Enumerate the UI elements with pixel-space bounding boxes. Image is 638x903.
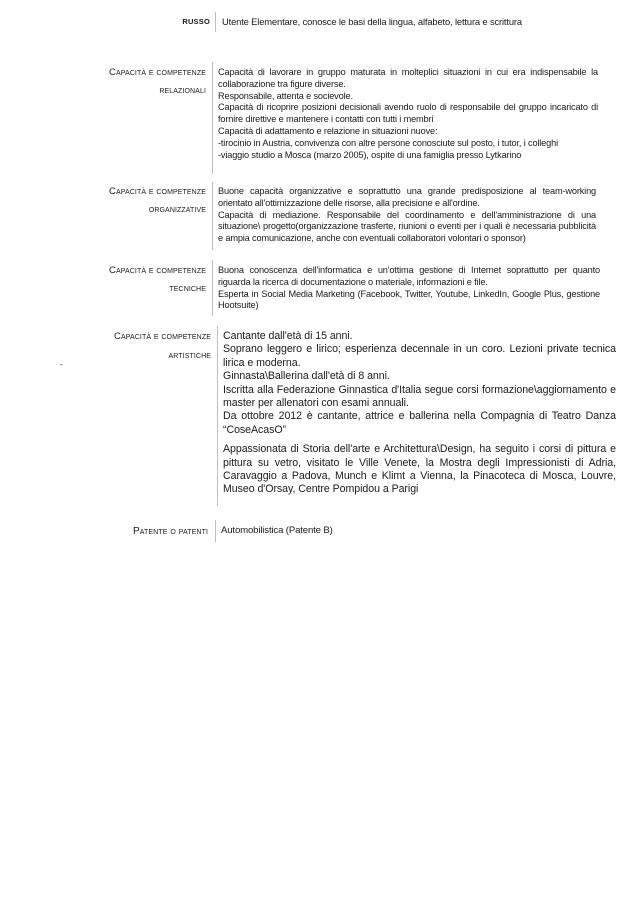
license-value: Automobilistica (Patente B) — [221, 525, 333, 536]
divider — [212, 182, 213, 250]
technical-text — [218, 265, 600, 312]
relational-line: Capacità di adattamento e relazione in situazioni nuove: — [218, 125, 438, 136]
technical-line: Esperta in Social Media Marketing (Facebook, Twitter, Youtube, LinkedIn, Google Plus, gestione Hootsuite) — [218, 288, 600, 311]
artistic-line: Cantante dall'età di 15 anni. — [223, 330, 353, 342]
organizational-line: Buone capacità organizzative e soprattutto una grande predisposizione al team-working orientato all'ottimizzazione delle risorse, alla precisione e all'ordine. — [218, 186, 596, 208]
relational-text — [218, 67, 598, 161]
relational-line: Capacità di lavorare in gruppo maturata in molteplici situazioni in cui era indispensabile la collaborazione tra figure diverse. — [218, 67, 598, 89]
divider — [215, 520, 216, 542]
artistic-line: Da ottobre 2012 è cantante, attrice e ballerina nella Compagnia di Teatro Danza “CoseAcasO” — [223, 410, 616, 436]
artistic-label-line1: Capacità e competenze — [114, 331, 211, 342]
organizational-label-line1: Capacità e competenze — [109, 186, 206, 197]
relational-label — [109, 67, 206, 97]
artistic-paragraph: Appassionata di Storia dell'arte e Architettura\Design, ha seguito i corsi di pittura e pittura su vetro, visitato le Ville Venete, la Mostra degli Impressionisti di Adria, Caravaggio a Padova, Munch e Klimt a Vienna, la Pinacoteca di Mosca, Louvre, Museo d'Orsay, Centre Pompidou a Parigi — [223, 443, 616, 496]
technical-line: Buona conoscenza dell'informatica e un'ottima gestione di Internet soprattutto per quanto riguarda la ricerca di documentazione o materiale, informazioni e file. — [218, 265, 600, 287]
technical-label — [109, 265, 206, 295]
stray-mark: - — [60, 360, 63, 369]
artistic-line: Soprano leggero e lirico; esperienza decennale in un coro. Lezioni private tecnica lirica e moderna. — [223, 343, 616, 369]
divider — [212, 260, 213, 316]
artistic-line: Ginnasta\Ballerina dall'età di 8 anni. — [223, 370, 390, 383]
relational-label-line1: Capacità e competenze — [109, 67, 206, 78]
language-value: Utente Elementare, conosce le basi della lingua, alfabeto, lettura e scrittura — [222, 16, 522, 27]
relational-line: -tirocinio in Austria, convivenza con altre persone conosciute sul posto, i tutor, i colleghi — [218, 137, 558, 148]
relational-line: -viaggio studio a Mosca (marzo 2005), ospite di una famiglia presso Lytkarino — [218, 149, 522, 160]
technical-label-line2: tecniche — [169, 282, 206, 294]
relational-label-line2: relazionali — [159, 84, 206, 96]
artistic-label-line2: artistiche — [168, 349, 211, 361]
organizational-label-line2: organizzative — [148, 203, 206, 215]
divider — [217, 326, 218, 506]
language-label: RUSSO — [182, 17, 210, 26]
artistic-label — [114, 331, 211, 362]
relational-line: Responsabile, attenta e socievole. — [218, 90, 353, 101]
license-label: Patente o patenti — [133, 526, 208, 537]
organizational-label — [109, 186, 206, 216]
divider — [215, 12, 216, 32]
organizational-text — [218, 186, 596, 245]
divider — [212, 62, 213, 174]
relational-line: Capacità di ricoprire posizioni decisionali avendo ruolo di responsabile del gruppo incaricato di fornire direttive e mantenere i contatti con tutti i membri — [218, 102, 598, 125]
organizational-line: Capacità di mediazione. Responsabile del coordinamento e dell'amministrazione di una situazione\ progetto(organizzazione trasferte, riunioni o eventi per i quali è necessaria pubblicità e ampia comunicazione, anche con eventuali collaboratori volontari o sponsor) — [218, 209, 596, 244]
technical-label-line1: Capacità e competenze — [109, 265, 206, 276]
artistic-text — [223, 330, 616, 497]
artistic-line: Iscritta alla Federazione Ginnastica d'Italia segue corsi formazione\aggiornamento e master per allenatori con esami annuali. — [223, 383, 616, 410]
